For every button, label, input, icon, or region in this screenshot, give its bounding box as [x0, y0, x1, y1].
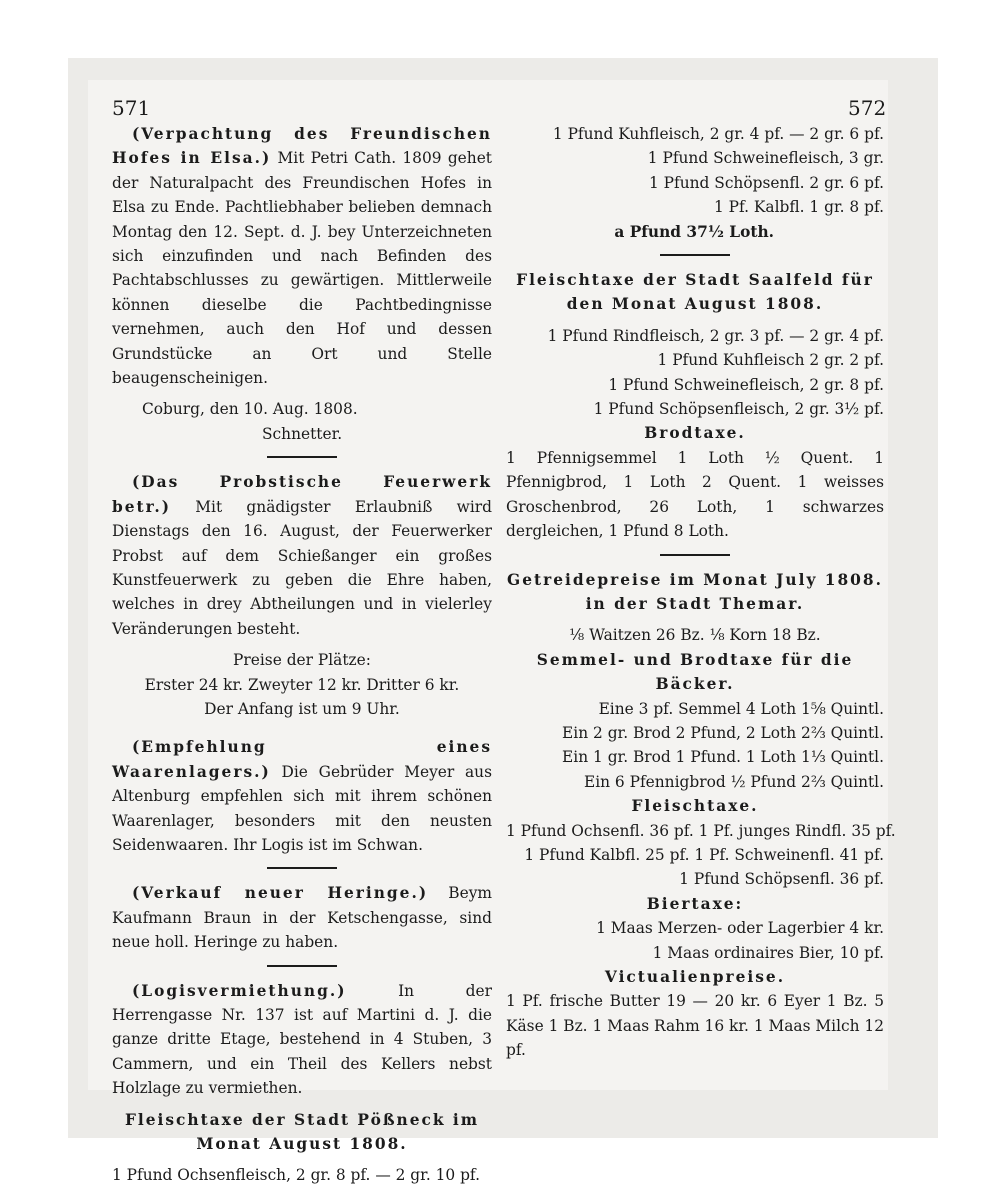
poessneck-heading: Fleischtaxe der Stadt Pößneck im Monat August 1808. — [124, 1110, 480, 1154]
price-line: 1 Pfund Rindfleisch, 2 gr. 3 pf. — 2 gr. 4 pf. — [547, 326, 884, 345]
page-number-left: 571 — [112, 96, 151, 120]
price-line: Ein 2 gr. Brod 2 Pfund, 2 Loth 2⅔ Quintl. — [562, 723, 884, 742]
notice-heading: (Verpachtung des Freundischen Hofes in Elsa.) — [112, 125, 492, 168]
price-line: 1 Maas Merzen- oder Lagerbier 4 kr. — [596, 919, 884, 938]
price-line: 1 Pfund Ochsenfl. 36 pf. 1 Pf. junges Rindfl. 35 pf. — [506, 821, 896, 840]
notice-heading: (Logisvermiethung.) — [132, 981, 347, 1000]
price-line: 1 Pfund Schöpsenfl. 2 gr. 6 pf. — [648, 173, 884, 192]
price-line: 1 Pfund Ochsenfleisch, 2 gr. 8 pf. — 2 gr. 10 pf. — [112, 1166, 480, 1185]
price-line: 1 Pfund Schöpsenfl. 36 pf. — [679, 870, 884, 889]
price-line: 1 Pfund Kuhfleisch, 2 gr. 4 pf. — 2 gr. 6 pf. — [552, 125, 884, 143]
notice-text: Mit gnädigster Erlaubniß wird Dienstags den 16. August, der Feuerwerker Probst auf dem Schießanger ein großes Kunstfeuerwerk zu geben die Ehre haben, welches in drey Abtheilungen und in vielerley Veränderungen besteht. — [112, 497, 492, 638]
price-line: 1 Pfund Schweinefleisch, 3 gr. — [647, 149, 884, 168]
price-line: 1 Pf. Kalbfl. 1 gr. 8 pf. — [713, 198, 884, 217]
biertaxe-heading: Biertaxe: — [646, 894, 744, 913]
notice-heading: (Verkauf neuer Heringe.) — [132, 884, 429, 903]
separator-rule — [660, 254, 730, 256]
getreide-heading: Getreidepreise im Monat July 1808. in der Stadt Themar. — [507, 570, 883, 613]
notice-text: Mit Petri Cath. 1809 gehet der Naturalpacht des Freundischen Hofes in Elsa zu Ende. Pachtliebhaber belieben demnach Montag den 12. Sept. d. J. bey Unterzeichneten sich einzufinden und nach Befinden des Pachtabschlusses zu gewärtigen. Mittlerweile können dieselbe die Pachtbedingnisse vernehmen, auch den Hof und dessen Grundstücke an Ort und Stelle beaugenscheinigen. — [112, 149, 492, 388]
price-line: 1 Pfund Kuhfleisch 2 gr. 2 pf. — [657, 351, 884, 370]
brodtaxe-text: 1 Pfennigsemmel 1 Loth ½ Quent. 1 Pfennigbrod, 1 Loth 2 Quent. 1 weisses Groschenbrod, 26 Loth, 1 schwarzes dergleichen, 1 Pfund 8 Loth. — [506, 448, 884, 541]
price-line: 1 Pfund Schöpsenfleisch, 2 gr. 3½ pf. — [593, 400, 884, 419]
saalfeld-heading: Fleischtaxe der Stadt Saalfeld für den Monat August 1808. — [516, 271, 874, 314]
semmel-heading: Semmel- und Brodtaxe für die Bäcker. — [536, 650, 854, 694]
weight-note: a Pfund 37½ Loth. — [614, 222, 774, 241]
separator-rule — [267, 965, 337, 967]
page-number-right: 572 — [848, 96, 887, 120]
price-line: 1 Maas ordinaires Bier, 10 pf. — [652, 943, 884, 962]
price-line: Ein 1 gr. Brod 1 Pfund. 1 Loth 1⅓ Quintl. — [562, 748, 884, 767]
notice-text: In der Herrengasse Nr. 137 ist auf Martini d. J. die ganze dritte Etage, bestehend in 4 Stuben, 3 Cammern, und ein Theil des Kellers nebst Holzlage zu vermiethen. — [112, 981, 492, 1098]
prices-line: Erster 24 kr. Zweyter 12 kr. Dritter 6 kr. — [144, 675, 460, 694]
price-line: Eine 3 pf. Semmel 4 Loth 1⅝ Quintl. — [598, 699, 884, 718]
notice-signature: Schnetter. — [262, 424, 343, 443]
grain-prices: ⅛ Waitzen 26 Bz. ⅛ Korn 18 Bz. — [569, 626, 821, 645]
right-column — [506, 122, 896, 1070]
notice-lodging — [112, 979, 492, 1101]
separator-rule — [267, 456, 337, 458]
brodtaxe-heading: Brodtaxe. — [644, 424, 746, 443]
notice-text: Beym Kaufmann Braun in der Ketschengasse, sind neue holl. Heringe zu haben. — [112, 884, 492, 952]
notice-herring — [112, 881, 492, 954]
notice-warehouse — [112, 735, 492, 857]
separator-rule — [660, 554, 730, 556]
fleischtaxe-heading: Fleischtaxe. — [631, 797, 759, 816]
notice-text: Die Gebrüder Meyer aus Altenburg empfehlen sich mit ihrem schönen Waarenlager, besonders mit den neusten Seidenwaaren. Ihr Logis ist im Schwan. — [112, 762, 492, 854]
notice-lease — [112, 122, 492, 390]
notice-heading: (Empfehlung eines Waarenlagers.) — [112, 738, 492, 781]
start-time: Der Anfang ist um 9 Uhr. — [204, 699, 400, 718]
notice-fireworks — [112, 470, 492, 641]
price-line: 1 Pfund Schweinefleisch, 2 gr. 8 pf. — [608, 375, 884, 394]
price-line: Ein 6 Pfennigbrod ½ Pfund 2⅔ Quintl. — [583, 772, 884, 791]
separator-rule — [267, 867, 337, 869]
notice-place-date: Coburg, den 10. Aug. 1808. — [142, 400, 358, 419]
left-column — [112, 122, 492, 1188]
price-line: 1 Pfund Kalbfl. 25 pf. 1 Pf. Schweinenfl. 41 pf. — [524, 845, 884, 864]
victualien-text: 1 Pf. frische Butter 19 — 20 kr. 6 Eyer 1 Bz. 5 Käse 1 Bz. 1 Maas Rahm 16 kr. 1 Maas Milch 12 pf. — [506, 992, 885, 1060]
prices-heading: Preise der Plätze: — [233, 651, 371, 670]
victualien-heading: Victualienpreise. — [604, 968, 786, 986]
notice-heading: (Das Probstische Feuerwerk betr.) — [112, 473, 492, 516]
